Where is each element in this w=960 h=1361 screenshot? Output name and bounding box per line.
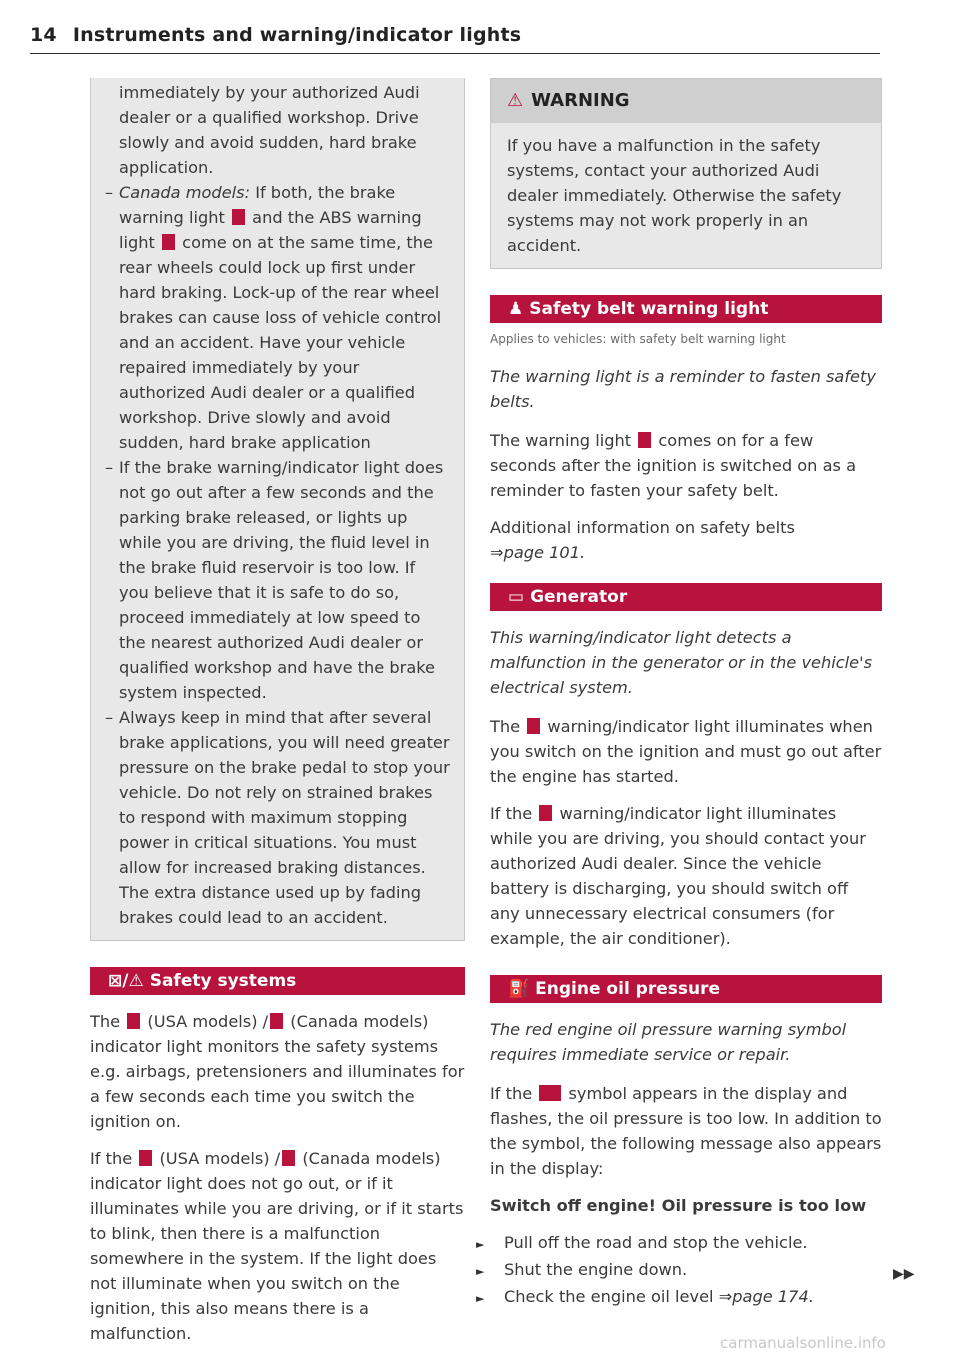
section-safety-belt-header: ♟ Safety belt warning light	[490, 295, 882, 323]
warning-title: ⚠ WARNING	[491, 79, 881, 123]
step-3: ► Check the engine oil level ⇒page 174.	[476, 1287, 814, 1306]
page-reference-link[interactable]: ⇒page 174.	[718, 1287, 814, 1306]
left-column	[90, 78, 465, 1358]
brake-warning-icon	[232, 209, 245, 225]
section-oil-pressure-header: ⛽ Engine oil pressure	[490, 975, 882, 1003]
generator-paragraph-2: If the warning/indicator light illuminates while you are driving, you should contact your authorized Audi dealer. Since the vehicle battery is discharging, you should switch off any unnecessary electrical consumers (for example, the air conditioner).	[490, 804, 866, 948]
belt-paragraph-1: The warning light comes on for a few seconds after the ignition is switched on as a reminder to fasten your safety belt.	[490, 431, 857, 500]
safety-systems-paragraph-1: The (USA models) / (Canada models) indicator light monitors the safety systems e.g. airbags, pretensioners and illuminates for a few seconds each time you switch the ignition on.	[90, 1012, 465, 1131]
belt-paragraph-2: Additional information on safety belts ⇒page 101.	[490, 518, 795, 562]
continuation-text: immediately by your authorized Audi dealer or a qualified workshop. Drive slowly and avoid sudden, hard brake application.	[119, 83, 420, 177]
page-header	[30, 24, 880, 54]
belt-intro: The warning light is a reminder to fasten safety belts.	[490, 367, 876, 411]
generator-intro: This warning/indicator light detects a malfunction in the generator or in the vehicle's electrical system.	[490, 628, 873, 697]
oil-message: Switch off engine! Oil pressure is too low	[490, 1196, 867, 1215]
safety-systems-paragraph-2: If the (USA models) / (Canada models) indicator light does not go out, or if it illuminates while you are driving, or if it starts to blink, then there is a malfunction somewhere in the system. If the light does not illuminate when you switch on the ignition, this also means there is a malfunction.	[90, 1149, 464, 1343]
airbag-canada-icon	[282, 1150, 295, 1166]
applies-to: Applies to vehicles: with safety belt warning light	[490, 332, 786, 346]
airbag-icon: ⊠/⚠	[108, 971, 144, 991]
airbag-usa-icon	[127, 1013, 140, 1029]
generator-warning-icon	[527, 718, 540, 734]
airbag-canada-icon	[270, 1013, 283, 1029]
page-reference-link[interactable]: ⇒page 101.	[490, 543, 586, 562]
section-safety-systems-header: ⊠/⚠ Safety systems	[90, 967, 465, 995]
oil-paragraph-1: If the symbol appears in the display and flashes, the oil pressure is too low. In addition to the symbol, the following message also appears in the display:	[490, 1084, 882, 1178]
abs-warning-icon	[162, 234, 175, 250]
warning-text: If you have a malfunction in the safety systems, contact your authorized Audi dealer immediately. Otherwise the safety systems may not work properly in an accident.	[507, 136, 842, 255]
oil-pressure-warning-icon	[539, 1085, 561, 1101]
oil-can-icon: ⛽	[508, 979, 530, 999]
watermark: carmanualsonline.info	[720, 1334, 886, 1352]
right-column	[476, 78, 882, 1311]
seatbelt-icon: ♟	[508, 299, 524, 319]
page-number: 14	[30, 24, 57, 46]
step-2: ► Shut the engine down.	[476, 1260, 688, 1279]
canada-label: Canada models:	[119, 183, 251, 202]
step-1: ► Pull off the road and stop the vehicle.	[476, 1233, 808, 1252]
brake-fluid-bullet: – If the brake warning/indicator light does not go out after a few seconds and the parking brake released, or lights up while you are driving, the fluid level in the brake fluid reservoir is too low. If you believe that it is safe to do so, proceed immediately at low speed to the nearest authorized Audi dealer or qualified workshop and have the brake system inspected.	[105, 458, 444, 702]
warning-continuation-box	[90, 78, 465, 941]
generator-warning-icon	[539, 805, 552, 821]
oil-intro: The red engine oil pressure warning symbol requires immediate service or repair.	[490, 1020, 847, 1064]
battery-icon: ▭	[508, 587, 525, 607]
page-header-title: Instruments and warning/indicator lights	[72, 24, 522, 46]
canada-bullet: – Canada models: If both, the brake warning light and the ABS warning light come on at the same time, the rear wheels could lock up first under hard braking. Lock-up of the rear wheel brakes can cause loss of vehicle control and an accident. Have your vehicle repaired immediately by your authorized Audi dealer or a qualified workshop. Drive slowly and avoid sudden, hard brake application	[105, 183, 442, 452]
generator-paragraph-1: The warning/indicator light illuminates when you switch on the ignition and must go out after the engine has started.	[490, 717, 882, 786]
brake-fading-bullet: – Always keep in mind that after several brake applications, you will need greater pressure on the brake pedal to stop your vehicle. Do not rely on strained brakes to respond with maximum stopping power in critical situations. You must allow for increased braking distances. The extra distance used up by fading brakes could lead to an accident.	[105, 708, 450, 927]
airbag-usa-icon	[139, 1150, 152, 1166]
section-generator-header: ▭ Generator	[490, 583, 882, 611]
seatbelt-warning-icon	[638, 432, 651, 448]
warning-box	[490, 78, 882, 269]
warning-triangle-icon: ⚠	[507, 90, 524, 111]
continue-arrow-icon: ▶▶	[893, 1266, 915, 1282]
